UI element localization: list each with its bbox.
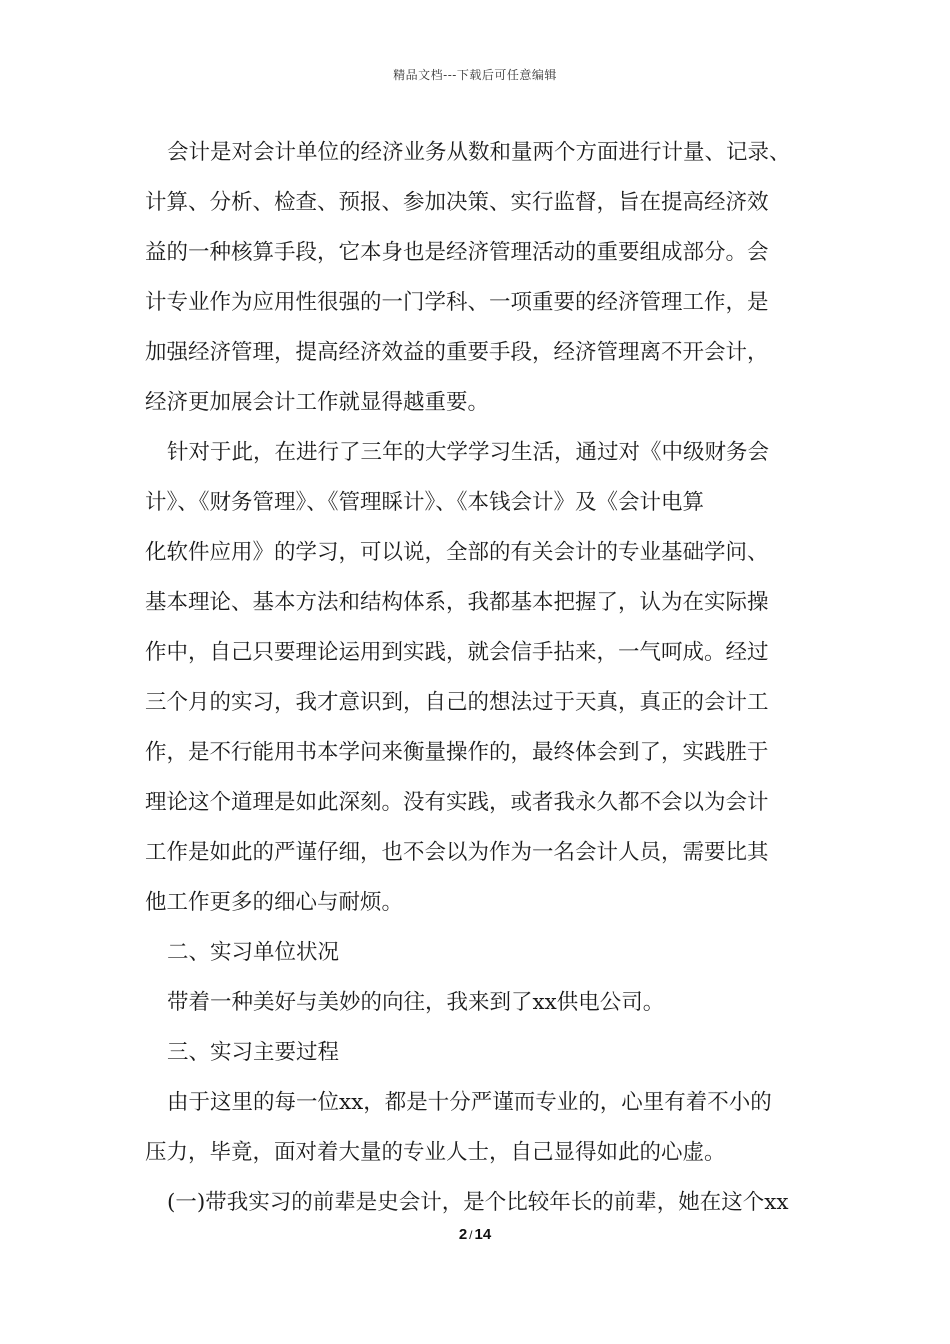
text-line: 基本理论、基本方法和结构体系，我都基本把握了，认为在实际操	[145, 590, 769, 615]
text-line: 由于这里的每一位xx，都是十分严谨而专业的，心里有着不小的	[167, 1090, 772, 1115]
text-line: 带着一种美好与美妙的向往，我来到了xx供电公司。	[167, 990, 665, 1015]
paragraph-accounting-definition	[145, 128, 809, 428]
text-line: 计》、《财务管理》、《管理睬计》、《本钱会计》及《会计电算	[145, 490, 705, 515]
document-body	[145, 128, 809, 1228]
page-separator: /	[469, 1228, 473, 1242]
page-header: 精品文档---下载后可任意编辑	[393, 68, 557, 82]
total-pages-number: 14	[474, 1226, 492, 1243]
text-line: 加强经济管理，提高经济效益的重要手段，经济管理离不开会计，	[145, 340, 769, 365]
text-line: 益的一种核算手段，它本身也是经济管理活动的重要组成部分。会	[145, 240, 769, 265]
paragraph-study-reflection	[145, 428, 809, 928]
text-line: 作，是不行能用书本学问来衡量操作的，最终体会到了，实践胜于	[145, 740, 769, 765]
page-number	[0, 1226, 950, 1243]
text-line: 会计是对会计单位的经济业务从数和量两个方面进行计量、记录、	[167, 140, 791, 165]
text-line: 计专业作为应用性很强的一门学科、一项重要的经济管理工作，是	[145, 290, 769, 315]
text-line: 作中，自己只要理论运用到实践，就会信手拈来，一气呵成。经过	[145, 640, 769, 665]
text-line: 化软件应用》的学习，可以说，全部的有关会计的专业基础学问、	[145, 540, 769, 565]
text-line: 三个月的实习，我才意识到，自己的想法过于天真，真正的会计工	[145, 690, 769, 715]
paragraph-pressure	[145, 1078, 809, 1178]
text-line: 针对于此，在进行了三年的大学学习生活，通过对《中级财务会	[167, 440, 770, 465]
paragraph-mentor	[145, 1178, 809, 1228]
paragraph-arrival	[145, 978, 809, 1028]
text-line: 计算、分析、检查、预报、参加决策、实行监督，旨在提高经济效	[145, 190, 769, 215]
text-line: (一)带我实习的前辈是史会计，是个比较年长的前辈，她在这个xx	[167, 1190, 789, 1215]
section-heading-internship-process: 三、实习主要过程	[167, 1040, 340, 1065]
section-heading-internship-unit: 二、实习单位状况	[167, 940, 340, 965]
current-page-number: 2	[458, 1226, 468, 1243]
text-line: 压力，毕竟，面对着大量的专业人士，自己显得如此的心虚。	[145, 1140, 726, 1165]
text-line: 工作是如此的严谨仔细，也不会以为作为一名会计人员，需要比其	[145, 840, 769, 865]
text-line: 经济更加展会计工作就显得越重要。	[145, 390, 490, 415]
text-line: 理论这个道理是如此深刻。没有实践，或者我永久都不会以为会计	[145, 790, 769, 815]
text-line: 他工作更多的细心与耐烦。	[145, 890, 404, 915]
